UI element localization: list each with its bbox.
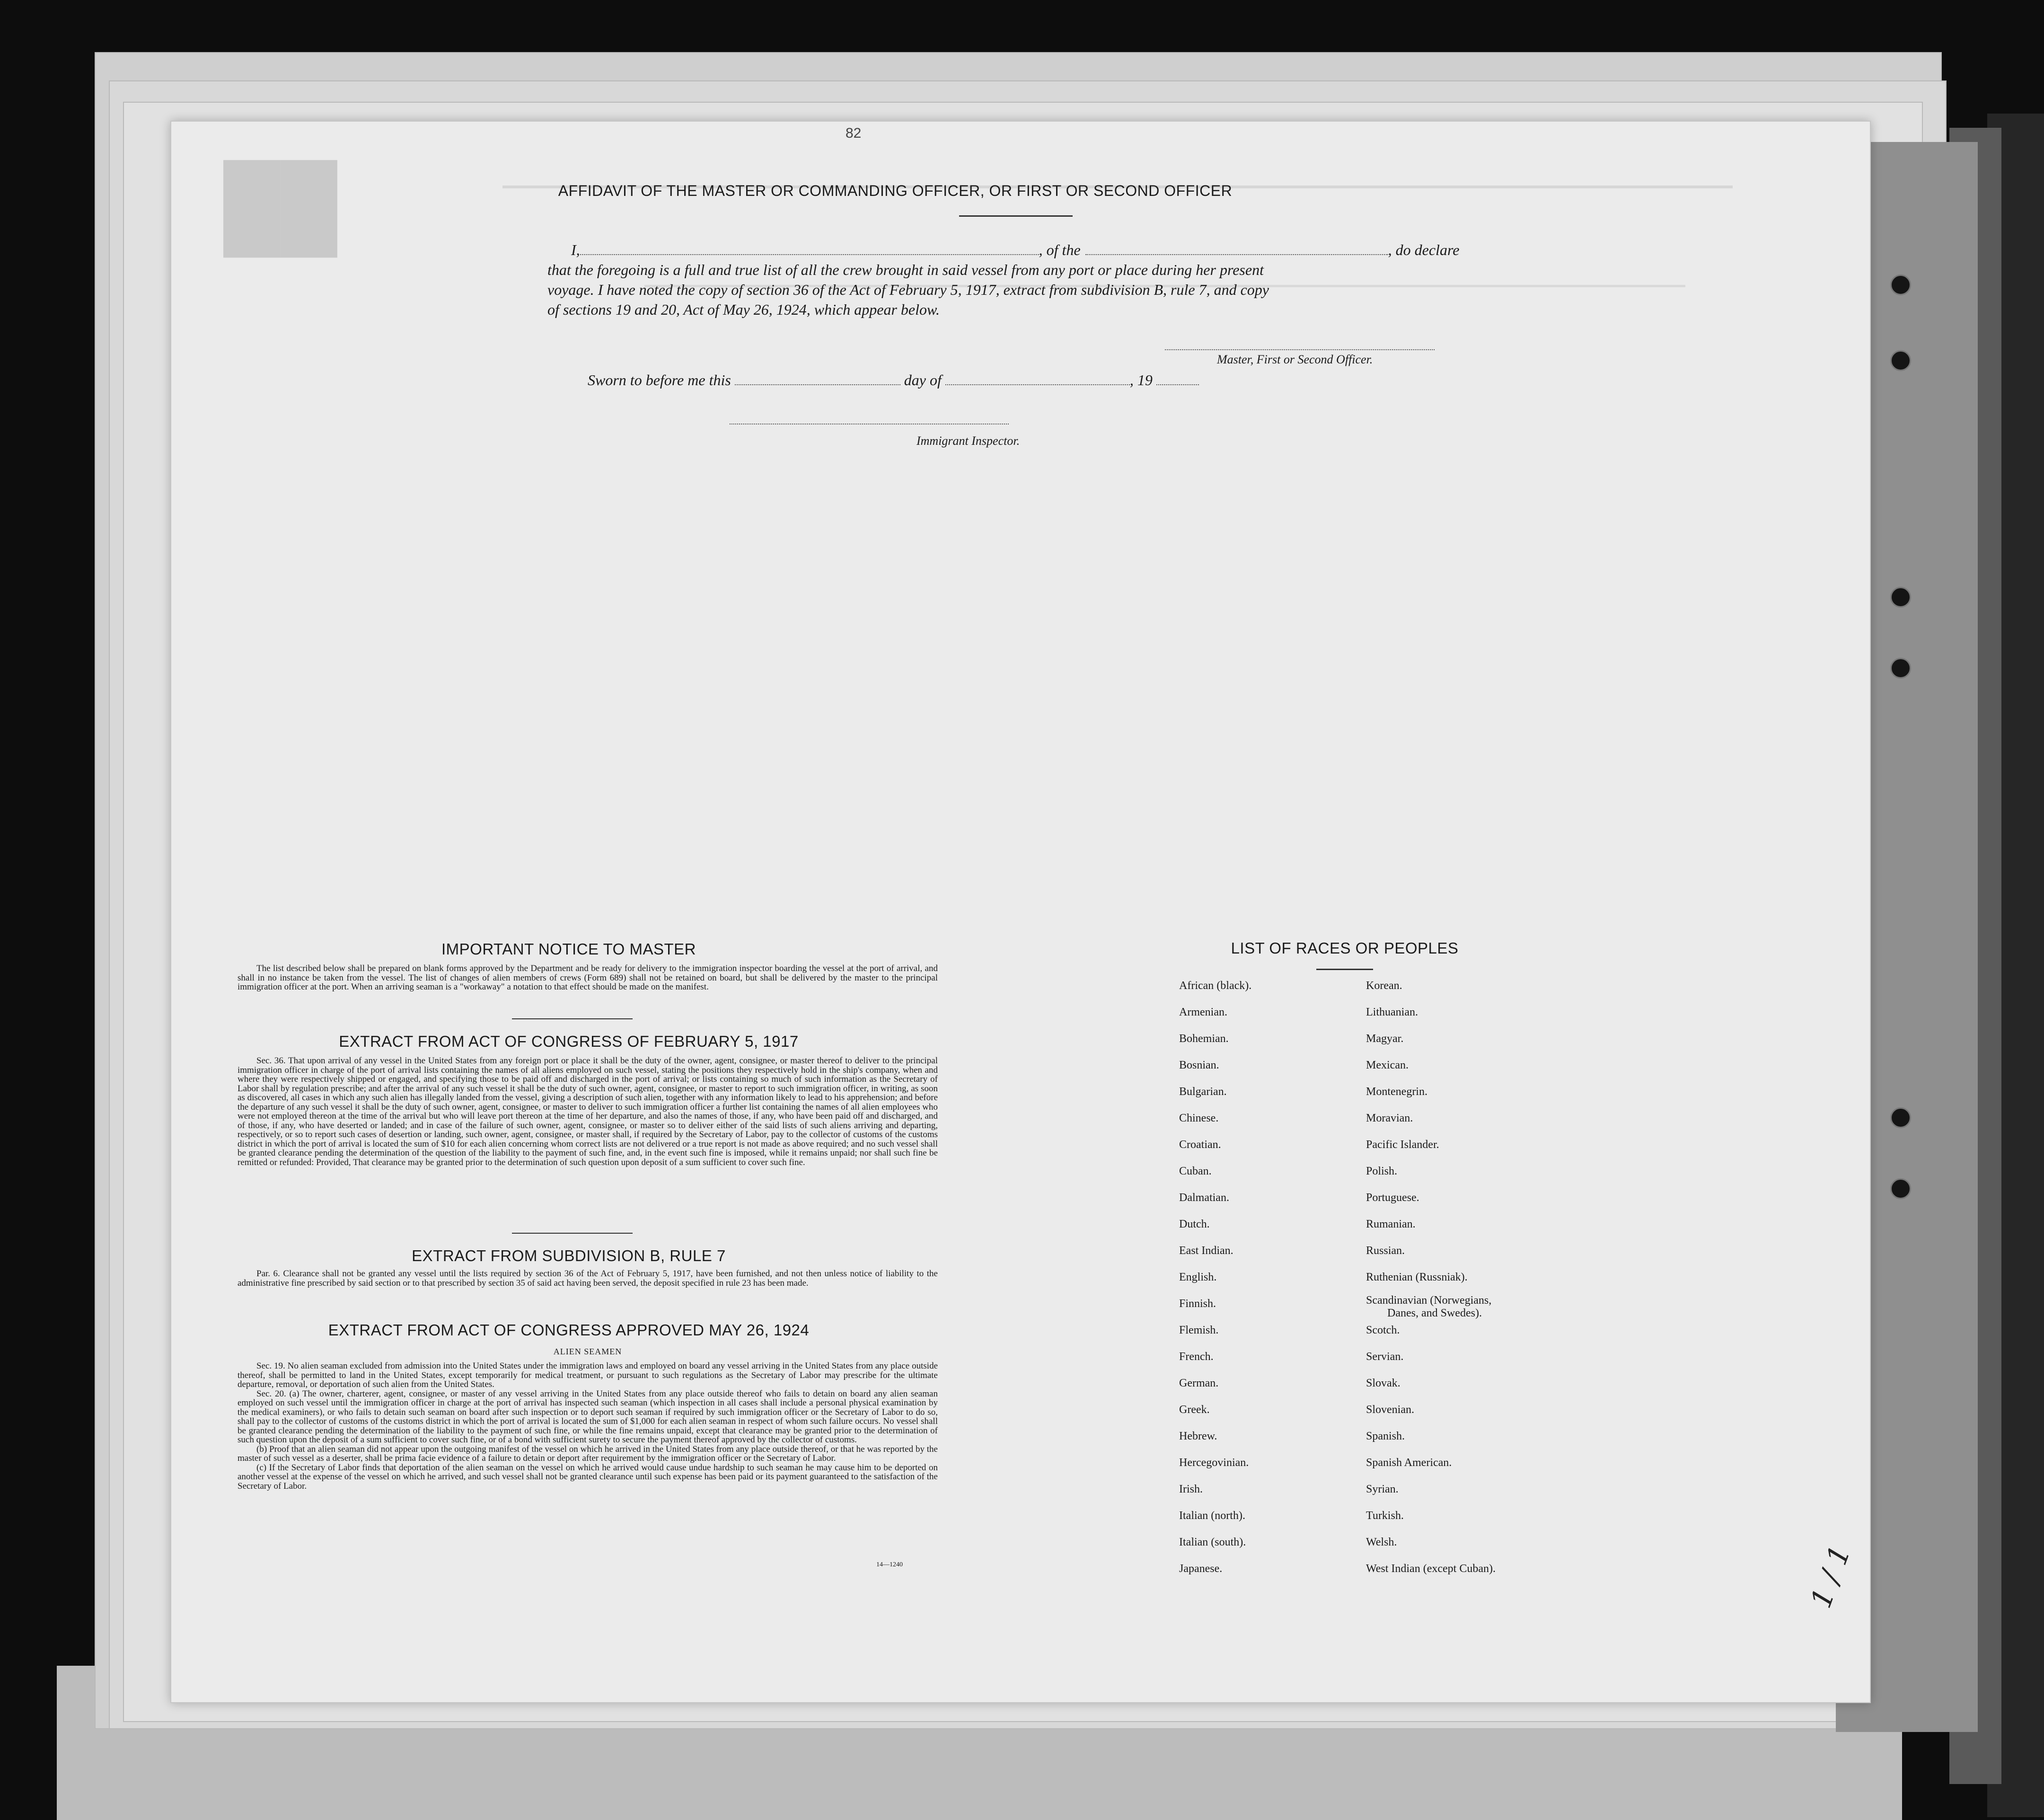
race-item: Italian (south).	[1179, 1536, 1246, 1548]
name-blank[interactable]	[580, 253, 1039, 255]
sworn-line	[588, 371, 1199, 389]
race-item: Scandinavian (Norwegians,	[1366, 1294, 1492, 1307]
race-item: Armenian.	[1179, 1006, 1227, 1018]
extract-1924-text	[238, 1361, 938, 1491]
i-label: I,	[571, 241, 580, 258]
do-declare-label: , do declare	[1388, 241, 1460, 258]
punch-hole	[1890, 658, 1911, 679]
race-item: Portuguese.	[1366, 1192, 1419, 1204]
race-item: Ruthenian (Russniak).	[1366, 1271, 1468, 1283]
year-blank[interactable]	[1156, 383, 1199, 385]
race-item: Moravian.	[1366, 1112, 1413, 1124]
section-rule	[512, 1233, 633, 1234]
race-item: Finnish.	[1179, 1298, 1216, 1310]
race-item: Syrian.	[1366, 1483, 1399, 1495]
punch-hole	[1890, 1107, 1911, 1128]
race-item: Slovenian.	[1366, 1404, 1414, 1416]
race-item: Croatian.	[1179, 1139, 1221, 1151]
punch-hole	[1890, 274, 1911, 295]
sec-19-text: Sec. 19. No alien seaman excluded from admission into the United States under the immigration laws and employed on board any vessel arriving in the United States from any place outside thereof, shall be permitted to land in the United States, except temporarily for medical treatment, or pursuant to such regulations as the Secretary of Labor may prescribe for the ultimate departure, removal, or deportation of such alien from the United States.	[238, 1361, 938, 1389]
race-item: Flemish.	[1179, 1324, 1219, 1336]
day-of-label: day of	[904, 371, 942, 389]
affidavit-line-4: of sections 19 and 20, Act of May 26, 1924, which appear below.	[547, 301, 940, 318]
title-rule	[1316, 969, 1373, 970]
race-item: Irish.	[1179, 1483, 1203, 1495]
year-label: , 19	[1129, 371, 1153, 389]
sworn-label: Sworn to before me this	[588, 371, 731, 389]
race-item: Hebrew.	[1179, 1430, 1217, 1442]
month-blank[interactable]	[945, 383, 1130, 385]
of-the-label: , of the	[1039, 241, 1081, 258]
affidavit-line-3: voyage. I have noted the copy of section 36 of the Act of February 5, 1917, extract from subdivision B, rule 7, and copy	[547, 281, 1269, 298]
bleed-through: ██	[223, 161, 337, 251]
race-item: Hercegovinian.	[1179, 1457, 1249, 1469]
handwritten-mark: 1 / 1	[1804, 1541, 1858, 1613]
extract-1917-title: EXTRACT FROM ACT OF CONGRESS OF FEBRUARY 5, 1917	[339, 1033, 799, 1050]
form-number: 14—1240	[876, 1561, 903, 1568]
section-rule	[512, 1018, 633, 1019]
race-item: Servian.	[1366, 1351, 1404, 1363]
race-item: Turkish.	[1366, 1510, 1404, 1522]
race-item: Dutch.	[1179, 1218, 1210, 1230]
race-item: Russian.	[1366, 1245, 1405, 1257]
race-item: West Indian (except Cuban).	[1366, 1563, 1496, 1575]
race-item-continuation: Danes, and Swedes).	[1387, 1307, 1482, 1319]
day-blank[interactable]	[735, 383, 900, 385]
alien-seamen-subtitle: ALIEN SEAMEN	[553, 1347, 622, 1356]
affidavit-body	[547, 240, 1489, 319]
sec-20a-text: Sec. 20. (a) The owner, charterer, agent, consignee, or master of any vessel arriving in the United States from any place outside thereof who fails to detain on board any alien seaman employed on such vessel until the immigration officer in charge at the port of arrival has inspected such seaman (which inspection in all cases shall include a personal physical examination by the medical examiners), or who fails to detain such seaman on board after such inspection or to deport such seaman if required by such immigration officer or the Secretary of Labor to do so, shall pay to the collector of customs of the customs district in which the port of arrival is located the sum of $1,000 for each alien seaman in respect of whom such failure occurs. No vessel shall be granted clearance pending the determination of the liability to the payment of such fine, or while the fine remains unpaid, except that clearance may be granted prior to the determination of such question upon the deposit of a sum sufficient to cover such fine, or of a bond with sufficient surety to secure the payment thereof approved by the collector of customs.	[238, 1388, 938, 1445]
race-item: Scotch.	[1366, 1324, 1400, 1336]
vessel-blank[interactable]	[1085, 253, 1388, 255]
race-item: French.	[1179, 1351, 1214, 1363]
affidavit-title: AFFIDAVIT OF THE MASTER OR COMMANDING OFFICER, OR FIRST OR SECOND OFFICER	[558, 182, 1233, 199]
race-item: Chinese.	[1179, 1112, 1219, 1124]
extract-1924-title: EXTRACT FROM ACT OF CONGRESS APPROVED MAY 26, 1924	[328, 1321, 810, 1339]
race-item: Polish.	[1366, 1165, 1398, 1177]
race-item: Bosnian.	[1179, 1059, 1219, 1071]
race-item: Italian (north).	[1179, 1510, 1245, 1522]
document-page	[170, 121, 1871, 1703]
race-item: German.	[1179, 1377, 1219, 1389]
page-number-mark: 82	[846, 125, 862, 141]
race-item: Korean.	[1366, 980, 1402, 992]
race-item: Welsh.	[1366, 1536, 1397, 1548]
notice-text: The list described below shall be prepared on blank forms approved by the Department and be ready for delivery to the immigration inspector boarding the vessel at the port of arrival, and shall in no instance be taken from the vessel. The list of changes of alien members of crews (Form 689) shall not be retained on board, but shall be delivered by the master to the principal immigration officer at the port. When an arriving seaman is a "workaway" a notation to that effect should be made on the manifest.	[238, 963, 938, 992]
master-signature-label: Master, First or Second Officer.	[1217, 353, 1373, 366]
races-title: LIST OF RACES OR PEOPLES	[1231, 939, 1459, 957]
race-item: Montenegrin.	[1366, 1086, 1427, 1098]
race-item: Japanese.	[1179, 1563, 1223, 1575]
extract-rule7-title: EXTRACT FROM SUBDIVISION B, RULE 7	[412, 1247, 726, 1264]
race-item: Lithuanian.	[1366, 1006, 1418, 1018]
race-item: Cuban.	[1179, 1165, 1212, 1177]
race-item: Rumanian.	[1366, 1218, 1416, 1230]
punch-hole	[1890, 350, 1911, 371]
affidavit-line-2: that the foregoing is a full and true list of all the crew brought in said vessel from any port or place during her present	[547, 261, 1264, 278]
extract-1917-text: Sec. 36. That upon arrival of any vessel in the United States from any foreign port or place it shall be the duty of the owner, agent, consignee, or master thereof to deliver to the principal immigration officer in charge of the port of arrival lists containing the names of all aliens employed on such vessel, stating the positions they respectively hold in the ship's company, when and where they were respectively shipped or engaged, and specifying those to be paid off and discharged in the port of arrival; or lists containing so much of such information as the Secretary of Labor shall by regulation prescribe; and after the arrival of any such vessel it shall be the duty of such owner, agent, consignee, or master to report to such immigration officer, in writing, as soon as discovered, all cases in which any such alien has illegally landed from the vessel, giving a description of such alien, together with any information likely to lead to his apprehension; and before the departure of any such vessel it shall be the duty of such owner, agent, consignee, or master to deliver to such immigration officer a further list containing the names of all alien employees who were not employed thereon at the time of the arrival but who will leave port thereon at the time of her departure, and also the names of those, if any, who have been paid off and discharged, and of those, if any, who have deserted or landed; and in case of the failure of such owner, agent, consignee, or master so to deliver either of the said lists of such aliens arriving and departing, respectively, or so to report such cases of desertion or landing, such owner, agent, consignee, or master shall, if required by the Secretary of Labor, pay to the collector of customs of the customs district in which the port of arrival is located the sum of $10 for each alien concerning whom correct lists are not delivered or a true report is not made as above required; and no such vessel shall be granted clearance pending the determination of the question of the liability to the payment of such fine, and, in the event such fine is imposed, while it remains unpaid; nor shall such fine be remitted or refunded: Provided, That clearance may be granted prior to the determination of such question upon deposit of a sum sufficient to cover such fine.	[238, 1056, 938, 1167]
sec-20c-text: (c) If the Secretary of Labor finds that deportation of the alien seaman on the vessel on which he arrived would cause undue hardship to such seaman he may cause him to be deported on another vessel at the expense of the vessel on which he arrived, and such vessel shall not be granted clearance until such expense has been paid or its payment guaranteed to the satisfaction of the Secretary of Labor.	[238, 1462, 938, 1491]
race-item: East Indian.	[1179, 1245, 1233, 1257]
punch-hole	[1890, 587, 1911, 608]
race-item: Spanish American.	[1366, 1457, 1452, 1469]
race-item: Magyar.	[1366, 1033, 1404, 1045]
race-item: Bohemian.	[1179, 1033, 1229, 1045]
race-item: African (black).	[1179, 980, 1252, 992]
race-item: Greek.	[1179, 1404, 1210, 1416]
race-item: Dalmatian.	[1179, 1192, 1229, 1204]
race-item: Pacific Islander.	[1366, 1139, 1439, 1151]
master-signature-blank[interactable]	[1165, 349, 1435, 350]
title-rule	[959, 215, 1073, 217]
punch-hole	[1890, 1178, 1911, 1199]
extract-rule7-text: Par. 6. Clearance shall not be granted any vessel until the lists required by section 36 of the Act of February 5, 1917, have been furnished, and not then unless notice of liability to the administrative fine prescribed by said section or to that prescribed by section 35 of said act having been served, the deposit specified in rule 23 has been made.	[238, 1269, 938, 1288]
race-item: Bulgarian.	[1179, 1086, 1227, 1098]
race-item: Slovak.	[1366, 1377, 1401, 1389]
inspector-label: Immigrant Inspector.	[916, 434, 1020, 448]
race-item: Spanish.	[1366, 1430, 1405, 1442]
race-item: English.	[1179, 1271, 1217, 1283]
sec-20b-text: (b) Proof that an alien seaman did not appear upon the outgoing manifest of the vessel on which he arrived in the United States from any place outside thereof, or that he was reported by the master of such vessel as a deserter, shall be prima facie evidence of a failure to detain or deport after requirement by the immigration officer or the Secretary of Labor.	[238, 1444, 938, 1463]
notice-title: IMPORTANT NOTICE TO MASTER	[441, 940, 696, 958]
race-item: Mexican.	[1366, 1059, 1409, 1071]
